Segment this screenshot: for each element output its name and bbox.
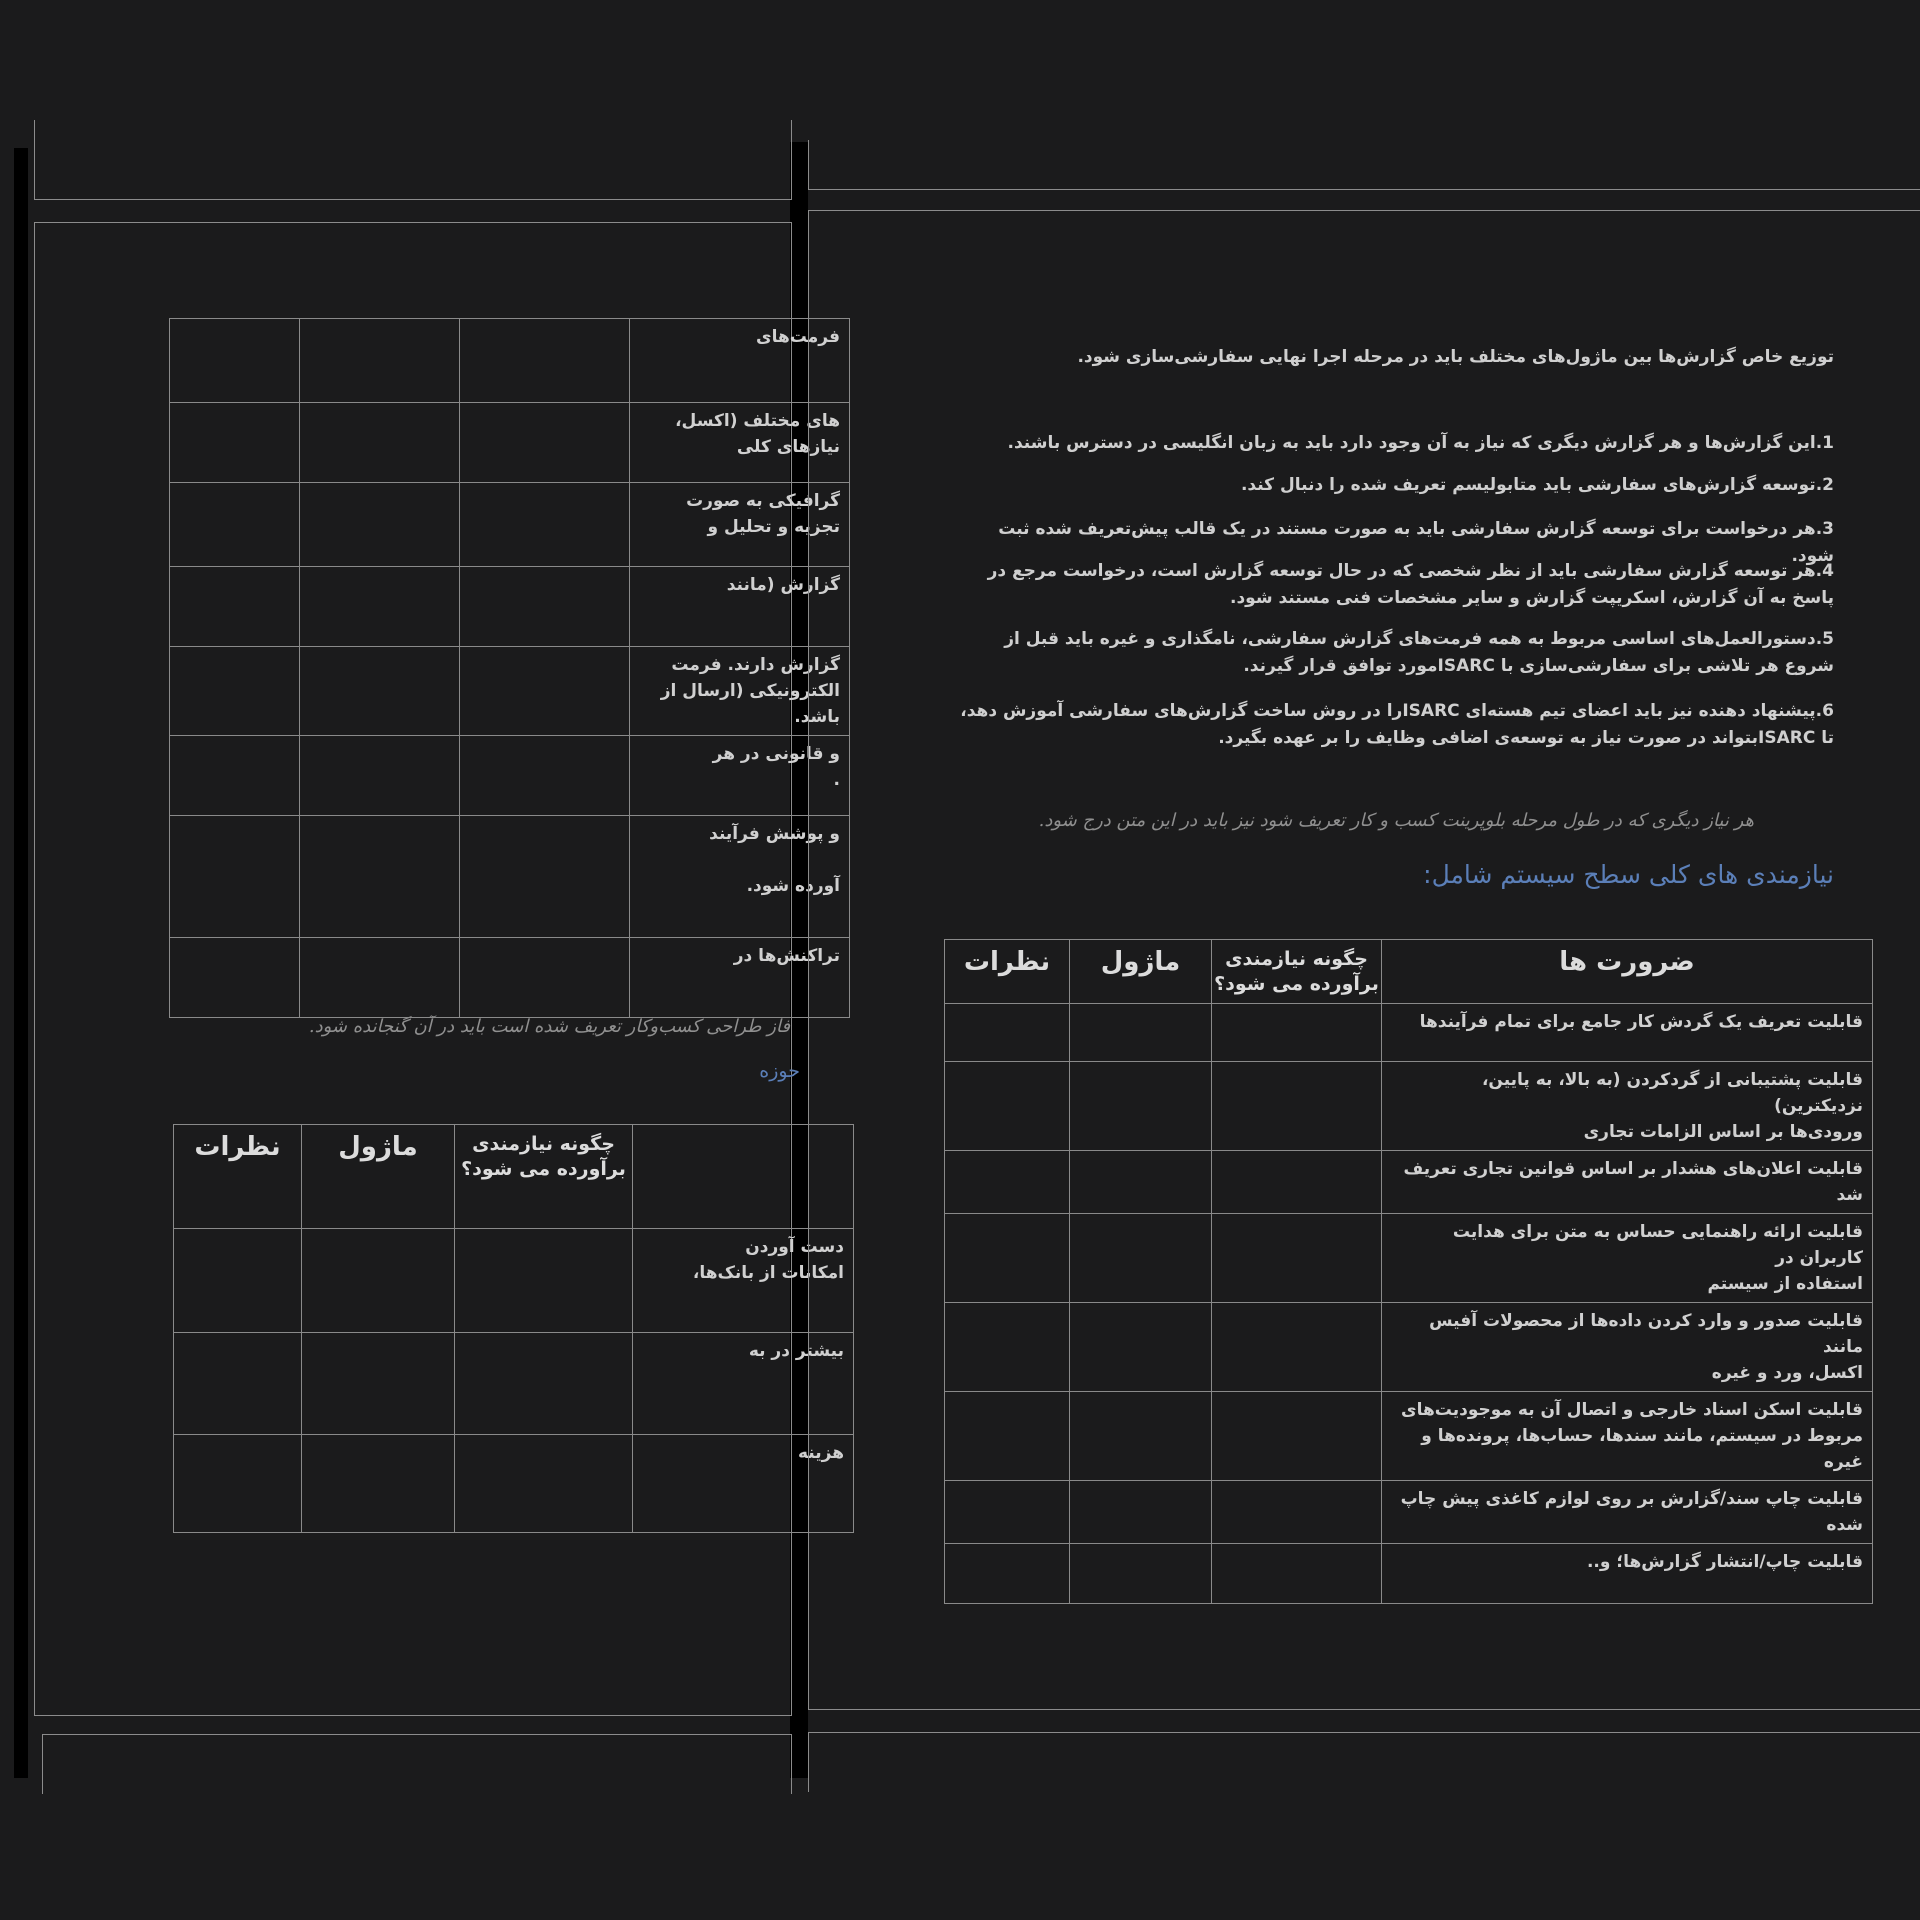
requirements-table-text-cell: [1382, 1004, 1873, 1062]
right-intro: توزیع خاص گزارش‌ها بین ماژول‌های مختلف باید در مرحله اجرا نهایی سفارشی‌سازی شود.: [1077, 347, 1834, 367]
left-table-1-empty-cell: [460, 816, 630, 938]
left-table-2-text: بیشتر در به: [748, 1341, 844, 1361]
requirements-table-row: [945, 1481, 1873, 1544]
left-table-1-empty-cell: [170, 567, 300, 647]
requirements-table-empty-cell: [1212, 1151, 1382, 1214]
left-table-1-empty-cell: [460, 319, 630, 403]
left-table-1-row: [170, 816, 850, 938]
left-table-1-row: [170, 736, 850, 816]
requirements-table-text: قابلیت چاپ سند/گزارش بر روی لوازم کاغذی پیش چاپ شده: [1400, 1489, 1863, 1535]
requirements-table-row: [945, 1214, 1873, 1303]
requirements-table-empty-cell: [945, 1303, 1070, 1392]
left-table-1-empty-cell: [300, 816, 460, 938]
requirements-table-text-cell: [1382, 1214, 1873, 1303]
left-table-1-empty-cell: [170, 938, 300, 1018]
requirements-table-text: قابلیت تعریف یک گردش کار جامع برای تمام فرآیندها: [1419, 1012, 1863, 1032]
left-table-1-empty-cell: [460, 647, 630, 736]
requirements-table-empty-cell: [945, 1392, 1070, 1481]
requirements-table-empty-cell: [945, 1151, 1070, 1214]
right-blue-title: نیازمندی های کلی سطح سیستم شامل:: [1423, 860, 1834, 889]
requirements-table-text: قابلیت اعلان‌های هشدار بر اساس قوانین تجاری تعریف شد: [1403, 1159, 1863, 1205]
requirements-table-empty-cell: [1212, 1392, 1382, 1481]
left-note: فاز طراحی کسب‌وکار تعریف شده است باید در آن گنجانده شود.: [308, 1016, 790, 1037]
left-table-1-text: گرافیکی به صورت تجزیه و تحلیل و: [686, 491, 840, 537]
left-table-1-row: [170, 403, 850, 483]
requirements-table-text: قابلیت اسکن اسناد خارجی و اتصال آن به موجودیت‌های مربوط در سیستم، مانند سندها، حساب‌ها، پرونده‌ها و غیره: [1401, 1400, 1863, 1472]
list-item: 3.هر درخواست برای توسعه گزارش سفارشی باید به صورت مستند در یک قالب پیش‌تعریف شده ثبت شود.: [998, 519, 1834, 566]
header-how-met: چگونه نیازمندی برآورده می شود؟: [1214, 948, 1379, 995]
left-table-1-empty-cell: [460, 483, 630, 567]
requirements-table-row: [945, 1544, 1873, 1604]
requirements-table-text: قابلیت ارائه راهنمایی حساس به متن برای هدایت کاربران در استفاده از سیستم: [1452, 1222, 1863, 1294]
requirements-table-text-cell: [1382, 1481, 1873, 1544]
requirements-table-empty-cell: [945, 1481, 1070, 1544]
requirements-table-text-cell: [1382, 1303, 1873, 1392]
requirements-table-empty-cell: [1070, 1004, 1212, 1062]
left-table-1-text: تراکنش‌ها در: [733, 946, 840, 966]
requirements-table-text: قابلیت چاپ/انتشار گزارش‌ها؛ و..: [1586, 1552, 1863, 1572]
left-table-1-empty-cell: [300, 319, 460, 403]
requirements-table-empty-cell: [1070, 1303, 1212, 1392]
requirements-table-empty-cell: [1212, 1214, 1382, 1303]
left-table-2-row: [174, 1333, 854, 1435]
left-table-1-empty-cell: [170, 816, 300, 938]
requirements-table-text: قابلیت صدور و وارد کردن داده‌ها از محصولات آفیس مانند اکسل، ورد و غیره: [1429, 1311, 1863, 1383]
requirements-table: [944, 939, 1873, 1604]
requirements-table-row: [945, 1392, 1873, 1481]
requirements-table-row: [945, 1303, 1873, 1392]
left-table-1-empty-cell: [300, 736, 460, 816]
left-table-1-empty-cell: [170, 647, 300, 736]
header-requirements: ضرورت ها: [1559, 947, 1695, 977]
requirements-table-empty-cell: [1070, 1062, 1212, 1151]
left-table-1-text: های مختلف (اکسل، نیازهای کلی: [675, 411, 840, 457]
left-table-1-row: [170, 647, 850, 736]
requirements-table-row: [945, 1062, 1873, 1151]
list-item: 6.پیشنهاد دهنده نیز باید اعضای تیم هسته‌ای ISARCرا در روش ساخت گزارش‌های سفارشی آموزش دهد، تا ISARCبتواند در صورت نیاز به توسعه‌ی اضافی وظایف را بر عهده بگیرد.: [960, 701, 1834, 748]
requirements-table-header: [945, 940, 1873, 1004]
left-table-1-empty-cell: [460, 736, 630, 816]
left-table-1-empty-cell: [170, 483, 300, 567]
requirements-table-text-cell: [1382, 1062, 1873, 1151]
requirements-table-text-cell: [1382, 1151, 1873, 1214]
left-header-how-met: چگونه نیازمندی برآورده می شود؟: [461, 1133, 626, 1180]
requirements-table-text: قابلیت پشتیبانی از گردکردن (به بالا، به پایین، نزدیکترین) ورودی‌ها بر اساس الزامات تجاری: [1481, 1070, 1863, 1142]
requirements-table-empty-cell: [945, 1214, 1070, 1303]
right-note: هر نیاز دیگری که در طول مرحله بلوپرینت کسب و کار تعریف شود نیز باید در این متن درج شود.: [1038, 810, 1754, 831]
header-module: ماژول: [1100, 947, 1181, 977]
requirements-table-row: [945, 1151, 1873, 1214]
left-table-2-empty-cell: [302, 1435, 455, 1533]
left-table-2-empty-cell: [302, 1333, 455, 1435]
left-table-1-text: و قانونی در هر .: [712, 744, 840, 790]
left-table-2: [173, 1124, 854, 1533]
requirements-table-empty-cell: [1070, 1214, 1212, 1303]
left-table-1-text: گزارش دارند. فرمت الکترونیکی (ارسال از باشد.: [660, 655, 840, 727]
left-table-2-empty-cell: [455, 1333, 633, 1435]
list-item: 2.توسعه گزارش‌های سفارشی باید متابولیسم تعریف شده را دنبال کند.: [1240, 475, 1834, 495]
left-table-1-empty-cell: [300, 567, 460, 647]
requirements-table-empty-cell: [1070, 1392, 1212, 1481]
left-table-2-empty-cell: [174, 1229, 302, 1333]
list-item: 5.دستورالعمل‌های اساسی مربوط به همه فرمت‌های گزارش سفارشی، نامگذاری و غیره باید قبل از شروع هر تلاشی برای سفارشی‌سازی با ISARCمورد توافق قرار گیرند.: [1004, 629, 1834, 676]
requirements-table-empty-cell: [1070, 1151, 1212, 1214]
left-table-1-row: [170, 319, 850, 403]
requirements-table-text-cell: [1382, 1544, 1873, 1604]
left-blue-title: حوزه: [759, 1060, 800, 1082]
requirements-table-empty-cell: [945, 1004, 1070, 1062]
left-table-1-empty-cell: [170, 403, 300, 483]
left-table-1-empty-cell: [300, 483, 460, 567]
requirements-table-row: [945, 1004, 1873, 1062]
left-table-1-empty-cell: [300, 938, 460, 1018]
requirements-table-empty-cell: [1070, 1544, 1212, 1604]
left-table-2-row: [174, 1435, 854, 1533]
left-table-1-text: و پوشش فرآیند آورده شود.: [709, 824, 840, 896]
left-table-1-empty-cell: [460, 403, 630, 483]
left-table-1-row: [170, 567, 850, 647]
left-table-2-text: هزینه: [798, 1443, 844, 1463]
requirements-table-empty-cell: [1212, 1544, 1382, 1604]
requirements-table-empty-cell: [945, 1544, 1070, 1604]
left-table-1-empty-cell: [460, 567, 630, 647]
requirements-table-empty-cell: [1212, 1062, 1382, 1151]
left-table-2-empty-cell: [455, 1435, 633, 1533]
left-table-1-empty-cell: [300, 647, 460, 736]
left-table-1-empty-cell: [170, 736, 300, 816]
requirements-table-empty-cell: [1070, 1481, 1212, 1544]
requirements-table-text-cell: [1382, 1392, 1873, 1481]
right-bottom-page-edge: [808, 1732, 1920, 1792]
requirements-table-empty-cell: [945, 1062, 1070, 1151]
list-item: 1.این گزارش‌ها و هر گزارش دیگری که نیاز به آن وجود دارد باید به زبان انگلیسی در دسترس باشند.: [1007, 433, 1834, 453]
left-table-2-header: [174, 1125, 854, 1229]
left-table-1-row: [170, 938, 850, 1018]
left-table-1-empty-cell: [460, 938, 630, 1018]
requirements-table-empty-cell: [1212, 1481, 1382, 1544]
left-table-1-text: فرمت‌های: [756, 327, 840, 347]
left-table-1-empty-cell: [300, 403, 460, 483]
header-comments: نظرات: [963, 947, 1051, 977]
left-table-2-empty-cell: [174, 1333, 302, 1435]
left-table-2-row: [174, 1229, 854, 1333]
left-table-1-empty-cell: [170, 319, 300, 403]
right-top-page-edge: [808, 140, 1920, 190]
requirements-table-empty-cell: [1212, 1004, 1382, 1062]
left-table-1-row: [170, 483, 850, 567]
list-item: 4.هر توسعه گزارش سفارشی باید از نظر شخصی که در حال توسعه گزارش است، درخواست مرجع در پاسخ به آن گزارش، اسکریپت گزارش و سایر مشخصات فنی مستند شود.: [987, 561, 1834, 608]
left-table-2-empty-cell: [302, 1229, 455, 1333]
left-table-2-empty-cell: [174, 1435, 302, 1533]
requirements-table-empty-cell: [1212, 1303, 1382, 1392]
left-header-module: ماژول: [338, 1132, 418, 1162]
left-table-1: [169, 318, 850, 1018]
left-table-2-empty-cell: [455, 1229, 633, 1333]
left-table-2-text: دست آوردن امکانات از بانک‌ها،: [692, 1237, 844, 1283]
left-table-1-text: گزارش (مانند: [726, 575, 840, 595]
left-page-content: [0, 0, 844, 1920]
left-header-comments: نظرات: [194, 1132, 281, 1162]
